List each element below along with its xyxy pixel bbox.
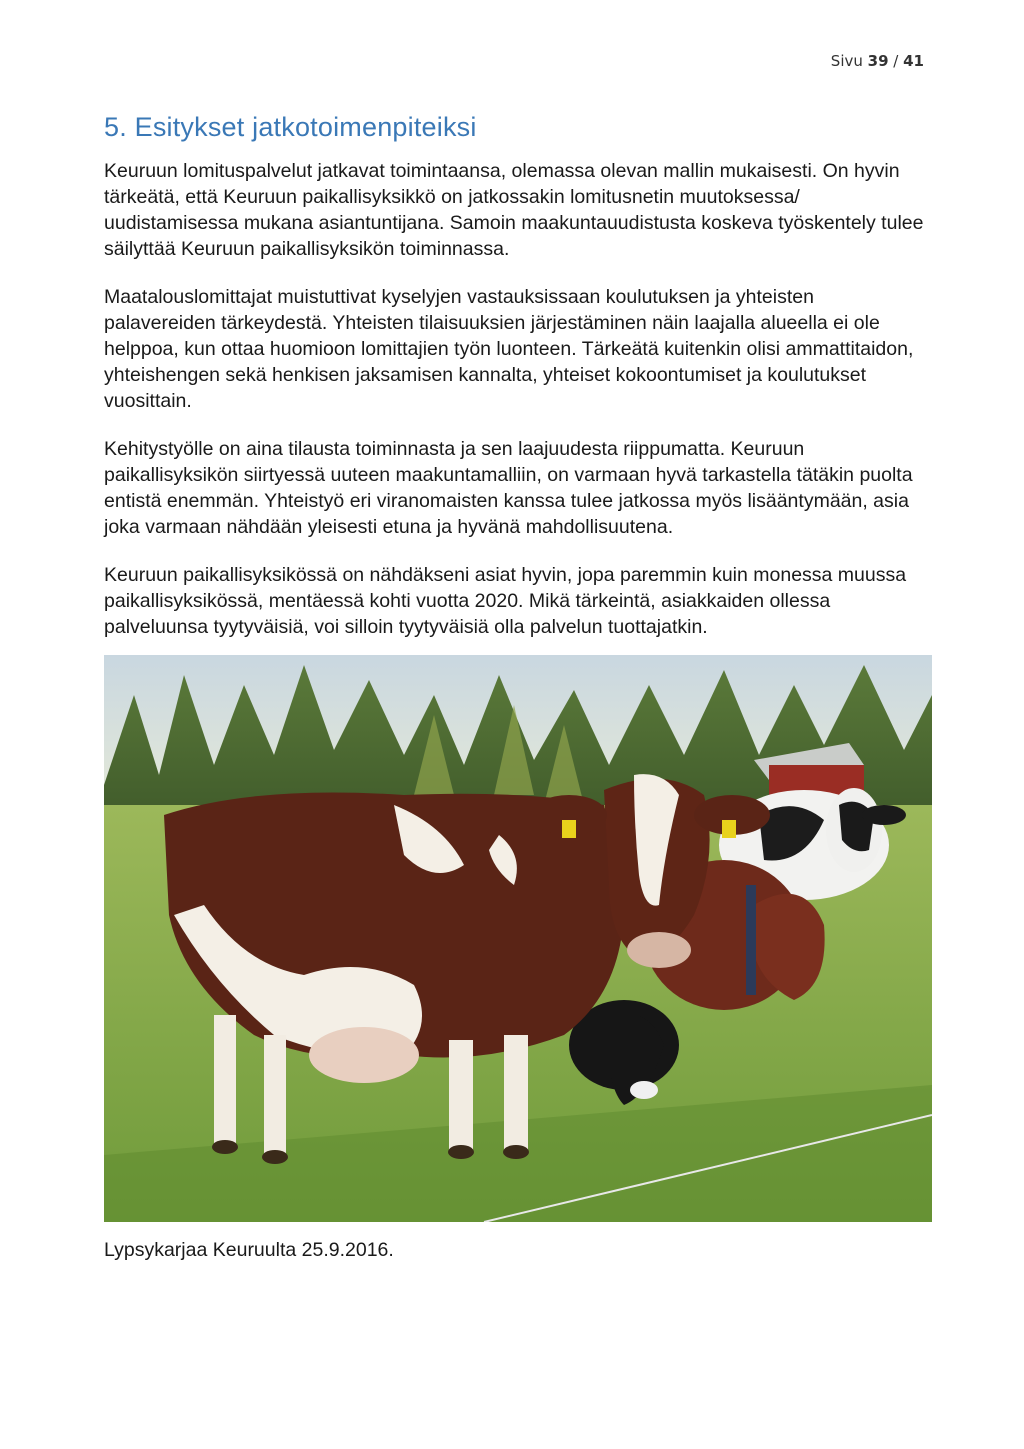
paragraph: Keuruun lomituspalvelut jatkavat toimintaansa, olemassa olevan mallin mukaisesti. On hyvin tärkeätä, että Keuruun paikallisyksikkö on jatkossakin lomitusnetin muutoksessa/ uudistamisessa mukana asiantuntijana. Samoin maakuntauudistusta koskeva työskentely tulee säilyttää Keuruun paikallisyksikön toiminnassa. (104, 160, 924, 260)
page-number (831, 52, 924, 70)
section-body (104, 158, 926, 662)
page-total: 41 (903, 52, 924, 70)
page-current: 39 (867, 52, 889, 70)
photo-caption: Lypsykarjaa Keuruulta 25.9.2016. (104, 1239, 394, 1261)
paragraph: Maatalouslomittajat muistuttivat kyselyjen vastauksissaan koulutuksen ja yhteisten palavereiden tärkeydestä. Yhteisten tilaisuuksien järjestäminen näin laajalla alueella ei ole helppoa, kun ottaa huomioon lomittajien työn luonteen. Tärkeätä kuitenkin olisi ammattitaidon, yhteishengen sekä henkisen jaksamisen kannalta, yhteiset kokoontumiset ja koulutukset vuosittain. (104, 286, 914, 412)
page-separator: / (888, 52, 904, 70)
cows-photo (104, 655, 932, 1222)
paragraph: Keuruun paikallisyksikössä on nähdäkseni asiat hyvin, jopa paremmin kuin monessa muussa paikallisyksikössä, mentäessä kohti vuotta 2020. Mikä tärkeintä, asiakkaiden ollessa palveluunsa tyytyväisiä, voi silloin tyytyväisiä olla palvelun tuottajatkin. (104, 564, 907, 638)
page-prefix: Sivu (830, 52, 863, 70)
paragraph: Kehitystyölle on aina tilausta toiminnasta ja sen laajuudesta riippumatta. Keuruun paikallisyksikön siirtyessä uuteen maakuntamalliin, on varmaan hyvä tarkastella tätäkin puolta entistä enemmän. Yhteistyö eri viranomaisten kanssa tulee jatkossa myös lisääntymään, asia joka varmaan nähdään yleisesti etuna ja hyvänä mahdollisuutena. (104, 438, 913, 538)
section-heading: 5. Esitykset jatkotoimenpiteiksi (104, 112, 477, 142)
